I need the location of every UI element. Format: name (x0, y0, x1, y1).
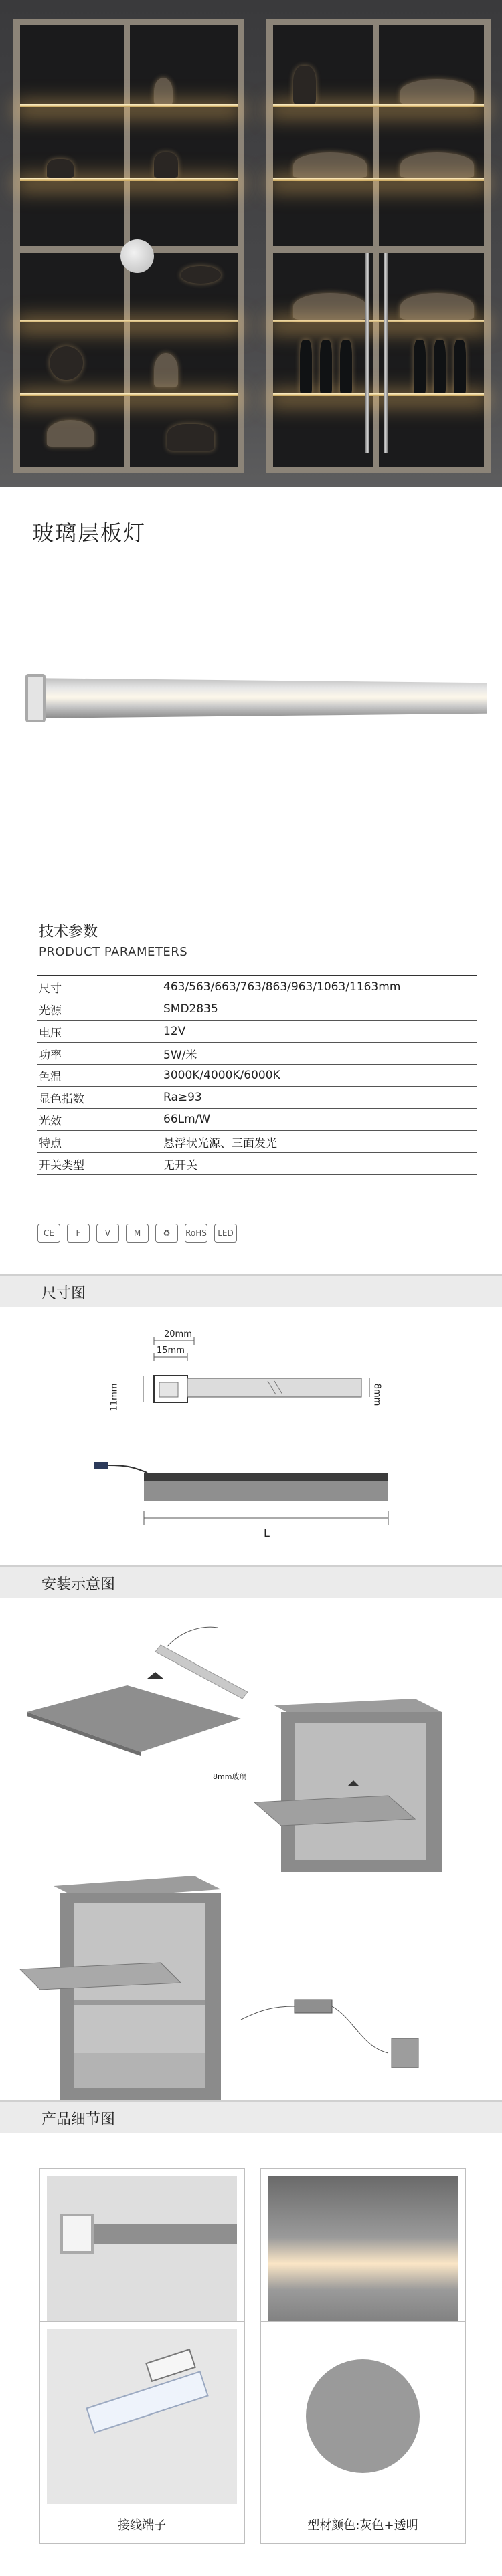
section-divider (0, 2100, 502, 2102)
profile-section-shape (60, 2214, 94, 2254)
param-value: 463/563/663/763/863/963/1063/1163mm (163, 980, 401, 994)
dim-height: 11mm (109, 1383, 120, 1412)
decor-object (181, 266, 221, 284)
section-dimension-header (0, 1274, 502, 1307)
cabinet-knob (120, 239, 154, 273)
param-value: 无开关 (163, 1158, 197, 1172)
param-value: 3000K/4000K/6000K (163, 1069, 280, 1082)
decor-object (47, 159, 74, 178)
decor-object (293, 66, 316, 104)
f-cert-icon: F (67, 1224, 90, 1243)
param-row (37, 1021, 477, 1043)
wine-bottle (320, 340, 332, 393)
dim-glass-thickness: 8mm (371, 1383, 382, 1406)
shelf-light (20, 393, 238, 396)
install-diagram (0, 1605, 502, 2100)
param-value: 5W/米 (163, 1048, 197, 1062)
section-detail-header (0, 2100, 502, 2133)
param-key: 开关类型 (39, 1158, 84, 1172)
color-swatch (306, 2359, 420, 2473)
detail-caption: 型材颜色:灰色+透明 (307, 2518, 418, 2533)
wine-bottle (340, 340, 352, 393)
wine-glasses (293, 152, 367, 178)
param-value: 悬浮状光源、三面发光 (163, 1136, 277, 1150)
profile-body (25, 678, 487, 718)
shelf-light (20, 320, 238, 322)
page-title: 玻璃层板灯 (32, 520, 147, 546)
wine-bottle (414, 340, 426, 393)
param-row (37, 1087, 477, 1109)
param-value: Ra≥93 (163, 1091, 202, 1104)
length-drawing (80, 1458, 402, 1551)
param-key: 光源 (39, 1004, 62, 1018)
install-glass-label: 8mm玻璃 (213, 1772, 247, 1781)
ce-cert-icon: CE (37, 1224, 60, 1243)
rohs-cert-icon: RoHS (185, 1224, 207, 1243)
params-heading-en: PRODUCT PARAMETERS (39, 945, 188, 959)
terminal-strip-shape (86, 2371, 209, 2434)
section-install-header (0, 1565, 502, 1598)
param-value: SMD2835 (163, 1002, 218, 1016)
door-handle (384, 253, 388, 453)
detail-caption: 接线端子 (118, 2518, 166, 2533)
wine-glasses (400, 152, 474, 178)
shelf-light (273, 178, 484, 181)
m-cert-icon: M (126, 1224, 149, 1243)
params-heading-cn: 技术参数 (39, 924, 98, 940)
dim-outer-width: 20mm (164, 1329, 192, 1339)
section-install-title: 安装示意图 (41, 1576, 116, 1593)
cross-section-drawing (107, 1327, 402, 1434)
param-key: 特点 (39, 1136, 62, 1150)
dim-length: L (264, 1527, 270, 1539)
section-detail-title: 产品细节图 (41, 2111, 116, 2128)
wine-bottle (434, 340, 446, 393)
param-key: 功率 (39, 1048, 62, 1062)
detail-card-color (260, 2321, 466, 2544)
shelf-light (20, 104, 238, 107)
glass-edge-shape (94, 2224, 237, 2244)
wine-glasses (400, 79, 474, 104)
decor-object (154, 78, 173, 104)
section-divider (0, 1274, 502, 1276)
decor-object (47, 420, 94, 447)
cert-icons (37, 1224, 237, 1243)
wine-glasses (400, 293, 474, 320)
params-heading (39, 920, 187, 959)
door-handle (365, 253, 369, 453)
v-cert-icon: V (96, 1224, 119, 1243)
detail-card-terminal (39, 2321, 245, 2544)
left-cabinet (13, 19, 244, 473)
param-row (37, 1131, 477, 1153)
param-row (37, 1043, 477, 1065)
dim-inner-width: 15mm (157, 1346, 185, 1356)
param-value: 12V (163, 1025, 186, 1038)
param-key: 显色指数 (39, 1092, 84, 1106)
detail-image-terminal (47, 2329, 237, 2504)
param-key: 色温 (39, 1070, 62, 1084)
param-key: 尺寸 (39, 982, 62, 996)
wine-glasses (293, 293, 367, 320)
profile-end-cap (25, 674, 46, 722)
param-value: 66Lm/W (163, 1113, 211, 1126)
param-row (37, 998, 477, 1021)
right-cabinet-transom (273, 246, 484, 253)
shelf-light (273, 320, 484, 322)
hero-cabinet-photo (0, 0, 502, 487)
wine-bottle (300, 340, 312, 393)
recycle-cert-icon: ♻ (155, 1224, 178, 1243)
decor-object (154, 353, 178, 387)
shelf-light (273, 393, 484, 396)
param-row (37, 976, 477, 998)
shelf-light (273, 104, 484, 107)
right-cabinet (266, 19, 491, 473)
shelf-light (20, 178, 238, 181)
param-key: 光效 (39, 1114, 62, 1128)
decor-object (154, 152, 178, 178)
decor-object (50, 346, 83, 380)
decor-object (167, 424, 214, 451)
detail-image-color (268, 2329, 458, 2504)
section-dimension-title: 尺寸图 (41, 1285, 86, 1302)
section-divider (0, 1565, 502, 1567)
profile-product-image (25, 669, 487, 728)
wine-bottle (454, 340, 466, 393)
param-row (37, 1109, 477, 1131)
param-key: 电压 (39, 1026, 62, 1040)
led-cert-icon: LED (214, 1224, 237, 1243)
param-row (37, 1153, 477, 1175)
param-row (37, 1065, 477, 1087)
param-table (37, 975, 477, 1175)
